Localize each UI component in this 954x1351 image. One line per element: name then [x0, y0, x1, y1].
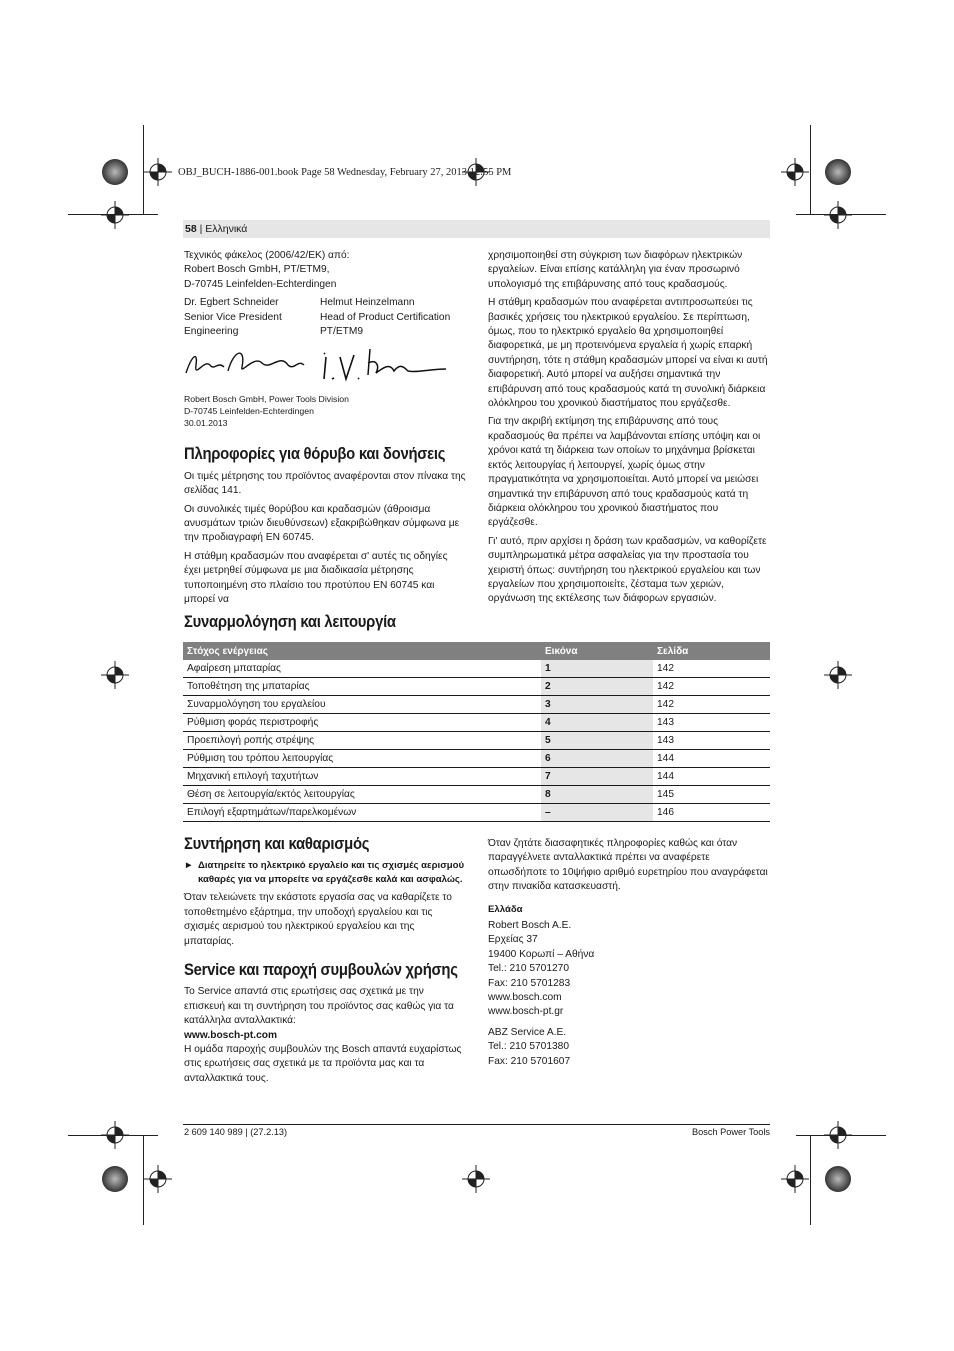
cell-figure: 6: [541, 750, 653, 768]
cell-action: Επιλογή εξαρτημάτων/παρελκομένων: [183, 804, 541, 822]
header-separator: |: [196, 223, 206, 235]
text-line: Τεχνικός φάκελος (2006/42/EK) από:: [184, 250, 350, 261]
paragraph: Οι συνολικές τιμές θορύβου και κραδασμών (άθροισμα ανυσμάτων τριών διευθύνσεων) εξακριβώθηκαν σύμφωνα με την προδιαγραφή EN 60745.: [184, 503, 460, 544]
color-dial-icon: [102, 1166, 128, 1192]
assembly-table: [183, 642, 770, 822]
paragraph: Για την ακριβή εκτίμηση της επιβάρυνσης από τους κραδασμούς θα πρέπει να λαμβάνονται επίσης υπόψη και οι χρόνοι κατά τη διάρκεια των οποίων το μηχάνημα βρίσκεται εκτός λειτουργίας ή λειτουργεί, χωρίς όμως στην πραγματικότητα να χρησιμοποιείται. Αυτό μπορεί να μειώσει σημαντικά την επιβάρυνση από τους κραδασμούς κατά τη διάρκεια ολόκληρου του χρονικού διαστήματος που εργάζεσθε.: [488, 416, 761, 529]
paragraph: χρησιμοποιηθεί στη σύγκριση των διαφόρων ηλεκτρικών εργαλείων. Είναι επίσης κατάλληλη για έναν προσωρινό υπολογισμό της επιβάρυνσης από τους κραδασμούς.: [488, 250, 743, 290]
cell-action: Συναρμολόγηση του εργαλείου: [183, 696, 541, 714]
text-line: Fax: 210 5701283: [488, 977, 571, 989]
cell-page: 146: [653, 804, 770, 822]
table-row: [183, 750, 770, 768]
column-header: Σελίδα: [653, 642, 770, 660]
tech-file-block: [184, 249, 466, 292]
table-row: [183, 804, 770, 822]
color-dial-icon: [825, 1166, 851, 1192]
cell-action: Θέση σε λειτουργία/εκτός λειτουργίας: [183, 786, 541, 804]
cell-action: Ρύθμιση φοράς περιστροφής: [183, 714, 541, 732]
color-dial-icon: [102, 159, 128, 185]
contact-block: [488, 1026, 770, 1069]
cell-figure: 8: [541, 786, 653, 804]
table-row: [183, 696, 770, 714]
contact-block: [488, 919, 770, 1020]
left-column: [184, 249, 466, 612]
text-line: ABZ Service A.E.: [488, 1026, 567, 1038]
cell-figure: 2: [541, 678, 653, 696]
footer-brand: Bosch Power Tools: [692, 1127, 770, 1137]
cell-action: Προεπιλογή ροπής στρέψης: [183, 732, 541, 750]
text-line: D-70745 Leinfelden-Echterdingen: [184, 278, 337, 290]
country-label: Ελλάδα: [488, 903, 523, 915]
paragraph: Όταν τελειώνετε την εκάστοτε εργασία σας να καθαρίζετε το τοποθετημένο εξάρτημα, την υποδοχή εργαλείου και τις σχισμές αερισμού του ηλεκτρικού εργαλείου και της μπαταρίας.: [184, 892, 452, 947]
table-header-row: [183, 642, 770, 660]
signatory-1: [184, 296, 320, 339]
noise-heading: Πληροφορίες για θόρυβο και δονήσεις: [184, 445, 446, 464]
signatory-2: [320, 296, 466, 339]
cell-figure: 5: [541, 732, 653, 750]
service-url-link[interactable]: www.bosch-pt.com: [184, 1029, 278, 1041]
crop-header: OBJ_BUCH-1886-001.book Page 58 Wednesday, February 27, 2013 12:55 PM: [178, 167, 512, 178]
text-line: 19400 Κορωπί – Αθήνα: [488, 948, 595, 960]
cell-action: Μηχανική επιλογή ταχυτήτων: [183, 768, 541, 786]
table-row: [183, 714, 770, 732]
text-line: Ερχείας 37: [488, 934, 538, 946]
cell-page: 142: [653, 696, 770, 714]
cell-action: Ρύθμιση του τρόπου λειτουργίας: [183, 750, 541, 768]
paragraph: Όταν ζητάτε διασαφητικές πληροφορίες καθώς και όταν παραγγέλνετε ανταλλακτικά πρέπει να αναφέρετε οπωσδήποτε το 10ψήφιο αριθμό ευρετηρίου που αναγράφεται στην πινακίδα κατασκευαστή.: [488, 838, 768, 893]
cell-action: Αφαίρεση μπαταρίας: [183, 660, 541, 678]
header-language: Ελληνικά: [205, 223, 248, 235]
bullet-item: [184, 859, 466, 887]
text-line: Robert Bosch GmbH, Power Tools Division: [184, 393, 349, 404]
right-column: [488, 249, 770, 611]
text-line: Dr. Egbert Schneider: [184, 297, 279, 309]
text-line: Robert Bosch GmbH, PT/ETM9,: [184, 264, 330, 276]
web-link[interactable]: www.bosch-pt.gr: [488, 1006, 564, 1018]
cell-figure: 7: [541, 768, 653, 786]
cell-figure: –: [541, 804, 653, 822]
paragraph: Το Service απαντά στις ερωτήσεις σας σχετικά με την επισκευή και τη συντήρηση του προϊόντος σας καθώς για τα κατάλληλα ανταλλακτικά:: [184, 986, 454, 1027]
table-row: [183, 786, 770, 804]
paragraph: Γι' αυτό, πριν αρχίσει η δράση των κραδασμών, να καθορίζετε συμπληρωματικά μέτρα ασφαλείας για την προστασία του χειριστή όπως: συντήρηση του ηλεκτρικού εργαλείου και των εργαλείων που χρησιμοποιείτε, ζέσταμα των χεριών, οργάνωση της εκτέλεσης των διάφορων εργασιών.: [488, 535, 767, 605]
assembly-heading: Συναρμολόγηση και λειτουργία: [184, 613, 396, 631]
text-line: Fax: 210 5701607: [488, 1055, 571, 1067]
cell-page: 142: [653, 678, 770, 696]
paragraph: Η στάθμη κραδασμών που αναφέρεται σ' αυτές τις οδηγίες έχει μετρηθεί σύμφωνα με μια διαδικασία μέτρησης τυποποιημένη στο πλαίσιο του προτύπου EN 60745 και μπορεί να: [184, 550, 448, 606]
column-header: Στόχος ενέργειας: [183, 642, 541, 660]
text-line: Robert Bosch A.E.: [488, 920, 572, 932]
column-header: Εικόνα: [541, 642, 653, 660]
cell-figure: 3: [541, 696, 653, 714]
cell-page: 144: [653, 768, 770, 786]
text-line: Engineering: [184, 326, 239, 338]
service-heading: Service και παροχή συμβουλών χρήσης: [184, 961, 458, 980]
cell-figure: 1: [541, 660, 653, 678]
lower-left-column: [184, 837, 466, 1090]
text-line: Helmut Heinzelmann: [320, 297, 415, 309]
text-line: 30.01.2013: [184, 418, 228, 429]
signatories: [184, 296, 466, 339]
text-line: Tel.: 210 5701270: [488, 963, 570, 975]
text-line: Tel.: 210 5701380: [488, 1041, 570, 1053]
page-number: 58: [185, 223, 197, 235]
cell-page: 143: [653, 732, 770, 750]
handwritten-signatures: [184, 345, 466, 385]
cell-page: 143: [653, 714, 770, 732]
text-line: Senior Vice President: [184, 311, 282, 323]
cell-page: 142: [653, 660, 770, 678]
table-row: [183, 678, 770, 696]
cell-figure: 4: [541, 714, 653, 732]
table-row: [183, 660, 770, 678]
text-line: D-70745 Leinfelden-Echterdingen: [184, 406, 314, 417]
cell-action: Τοποθέτηση της μπαταρίας: [183, 678, 541, 696]
company-block: [184, 393, 466, 430]
table-row: [183, 732, 770, 750]
lower-right-column: [488, 837, 770, 1069]
table-row: [183, 768, 770, 786]
bullet-triangle-icon: ►: [184, 860, 194, 872]
page-header: [183, 220, 770, 238]
web-link[interactable]: www.bosch.com: [488, 992, 562, 1004]
cell-page: 145: [653, 786, 770, 804]
paragraph: Η στάθμη κραδασμών που αναφέρεται αντιπροσωπεύει τις βασικές χρήσεις του ηλεκτρικού εργαλείου. Σε περίπτωση, όμως, που το ηλεκτρικό εργαλείο θα χρησιμοποιηθεί διαφορετικά, με μη προτεινόμενα εργαλεία ή χωρίς επαρκή συντήρηση, τότε η στάθμη κραδασμών μπορεί να είναι κι αυτή διαφορετική. Αυτό μπορεί να αυξήσει σημαντικά την επιβάρυνση από τους κραδασμούς κατά τη συνολική διάρκεια ολόκληρου του χρονικού διαστήματος που εργάζεσθε.: [488, 297, 768, 410]
footer-rule: [183, 1124, 770, 1125]
text-line: PT/ETM9: [320, 326, 364, 338]
paragraph: Η ομάδα παροχής συμβουλών της Bosch απαντά ευχαρίστως στις ερωτήσεις σας σχετικά με τα προϊόντα μας και τα ανταλλακτικά τους.: [184, 1044, 462, 1084]
paragraph: Οι τιμές μέτρησης του προϊόντος αναφέρονται στον πίνακα της σελίδας 141.: [184, 470, 466, 497]
cell-page: 144: [653, 750, 770, 768]
bullet-text: Διατηρείτε το ηλεκτρικό εργαλείο και τις σχισμές αερισμού καθαρές για να μπορείτε να εργάζεσθε καλά και ασφαλώς.: [198, 860, 465, 886]
maintenance-heading: Συντήρηση και καθαρισμός: [184, 835, 370, 853]
footer-doc-number: 2 609 140 989 | (27.2.13): [184, 1127, 288, 1137]
color-dial-icon: [825, 159, 851, 185]
text-line: Head of Product Certification: [320, 311, 451, 323]
